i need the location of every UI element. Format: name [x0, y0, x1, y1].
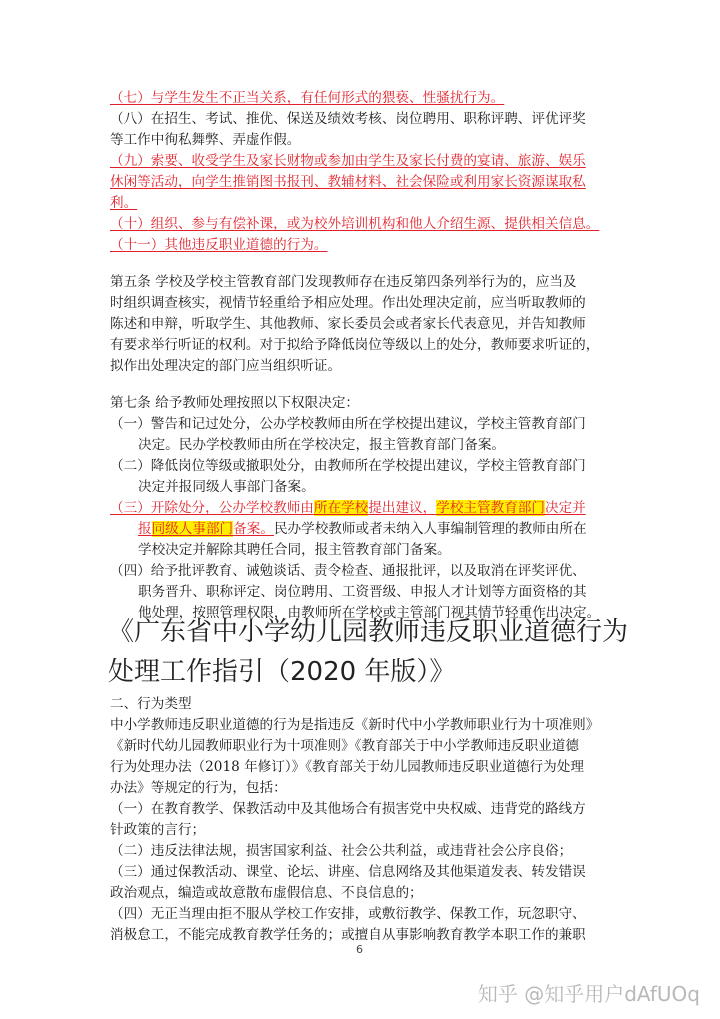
- item-9-line2: 休闲等活动，向学生推销图书报刊、教辅材料、社会保险或利用家长资源谋取私: [110, 174, 586, 190]
- section2-line1: 二、行为类型: [110, 696, 192, 712]
- article5-line3: 陈述和申辩，听取学生、其他教师、家长委员会或者家长代表意见，并告知教师: [110, 316, 586, 332]
- page-number: 6: [356, 943, 363, 956]
- item-8-line1: （八）在招生、考试、推优、保送及绩效考核、岗位聘用、职称评聘、评优评奖: [110, 111, 586, 127]
- item-9-line3: 利。: [110, 195, 138, 211]
- section2-line12: 消极怠工，不能完成教育教学任务的；或擅自从事影响教育教学本职工作的兼职: [110, 927, 586, 943]
- item3-text-e: 决定并: [545, 500, 586, 516]
- article7-item4-line2: 职务晋升、职称评定、岗位聘用、工资晋级、申报人才计划等方面资格的其: [138, 584, 587, 600]
- article7-heading: 第七条 给予教师处理按照以下权限决定：: [110, 395, 360, 411]
- document-heading-line2: 处理工作指引（2020 年版）》: [108, 657, 456, 687]
- article7-item3-line3: 学校决定并解除其聘任合同，报主管教育部门备案。: [138, 542, 451, 558]
- item3-text-h: 民办学校教师或者未纳入人事编制管理的教师由所在: [273, 521, 587, 537]
- article7-item3-line2: [138, 519, 587, 540]
- section2-line5: 办法》等规定的行为，包括：: [110, 780, 287, 796]
- section2-line11: （四）无正当理由拒不服从学校工作安排，或敷衍教学、保教工作，玩忽职守、: [110, 906, 586, 922]
- article7-item4-line3: 他处理，按照管理权限，由教师所在学校或主管部门视其情节轻重作出决定。: [138, 605, 601, 621]
- section2-line10: 政治观点，编造或故意散布虚假信息、不良信息的；: [110, 885, 423, 901]
- section2-line9: （三）通过保教活动、课堂、论坛、讲座、信息网络及其他渠道发表、转发错误: [110, 864, 586, 880]
- item-11: （十一）其他违反职业道德的行为。: [110, 237, 328, 253]
- section2-line7: 针政策的言行；: [110, 822, 206, 838]
- item3-text-g: 备案。: [233, 521, 274, 537]
- article5-line4: 有要求举行听证的权利。对于拟给予降低岗位等级以上的处分，教师要求听证的，: [110, 337, 600, 353]
- article7-item3-line1: [110, 498, 586, 519]
- item3-text-a: （三）开除处分，公办学校教师由: [110, 500, 314, 516]
- document-heading-line1: 《广东省中小学幼儿园教师违反职业道德行为: [108, 617, 629, 647]
- article5-line1: 第五条 学校及学校主管教育部门发现教师存在违反第四条列举行为的，应当及: [110, 274, 577, 290]
- section2-line2: 中小学教师违反职业道德的行为是指违反《新时代中小学教师职业行为十项准则》: [110, 717, 600, 733]
- article7-item1-line1: （一）警告和记过处分，公办学校教师由所在学校提出建议，学校主管教育部门: [110, 416, 586, 432]
- section2-line4: 行为处理办法（2018 年修订）》《教育部关于幼儿园教师违反职业道德行为处理: [110, 759, 584, 775]
- section2-line6: （一）在教育教学、保教活动中及其他场合有损害党中央权威、违背党的路线方: [110, 801, 586, 817]
- item-9-line1: （九）索要、收受学生及家长财物或参加由学生及家长付费的宴请、旅游、娱乐: [110, 153, 586, 169]
- section2-line8: （二）违反法律法规，损害国家利益、社会公共利益，或违背社会公序良俗；: [110, 843, 573, 859]
- item3-highlight-dept: 学校主管教育部门: [436, 500, 545, 516]
- article7-item2-line1: （二）降低岗位等级或撤职处分，由教师所在学校提出建议，学校主管教育部门: [110, 458, 586, 474]
- article5-line5: 拟作出处理决定的部门应当组织听证。: [110, 358, 342, 374]
- watermark: 知乎 @知乎用户dAfUOq: [477, 982, 700, 1006]
- item3-text-f: 报: [138, 521, 152, 537]
- item3-highlight-school: 所在学校: [313, 500, 369, 516]
- article7-item1-line2: 决定。民办学校教师由所在学校决定，报主管教育部门备案。: [138, 437, 506, 453]
- article5-line2: 时组织调查核实，视情节轻重给予相应处理。作出处理决定前，应当听取教师的: [110, 295, 586, 311]
- article7-item4-line1: （四）给予批评教育、诫勉谈话、责令检查、通报批评，以及取消在评奖评优、: [110, 563, 586, 579]
- section2-line3: 《新时代幼儿园教师职业行为十项准则》《教育部关于中小学教师违反职业道德: [110, 738, 579, 754]
- article7-item2-line2: 决定并报同级人事部门备案。: [138, 479, 315, 495]
- item-7: （七）与学生发生不正当关系，有任何形式的猥亵、性骚扰行为。: [110, 90, 505, 106]
- item3-highlight-hr: 同级人事部门: [151, 521, 234, 537]
- item3-text-c: 提出建议，: [368, 500, 437, 516]
- item-10: （十）组织、参与有偿补课，或为校外培训机构和他人介绍生源、提供相关信息。: [110, 216, 600, 232]
- item-8-line2: 等工作中徇私舞弊、弄虚作假。: [110, 132, 301, 148]
